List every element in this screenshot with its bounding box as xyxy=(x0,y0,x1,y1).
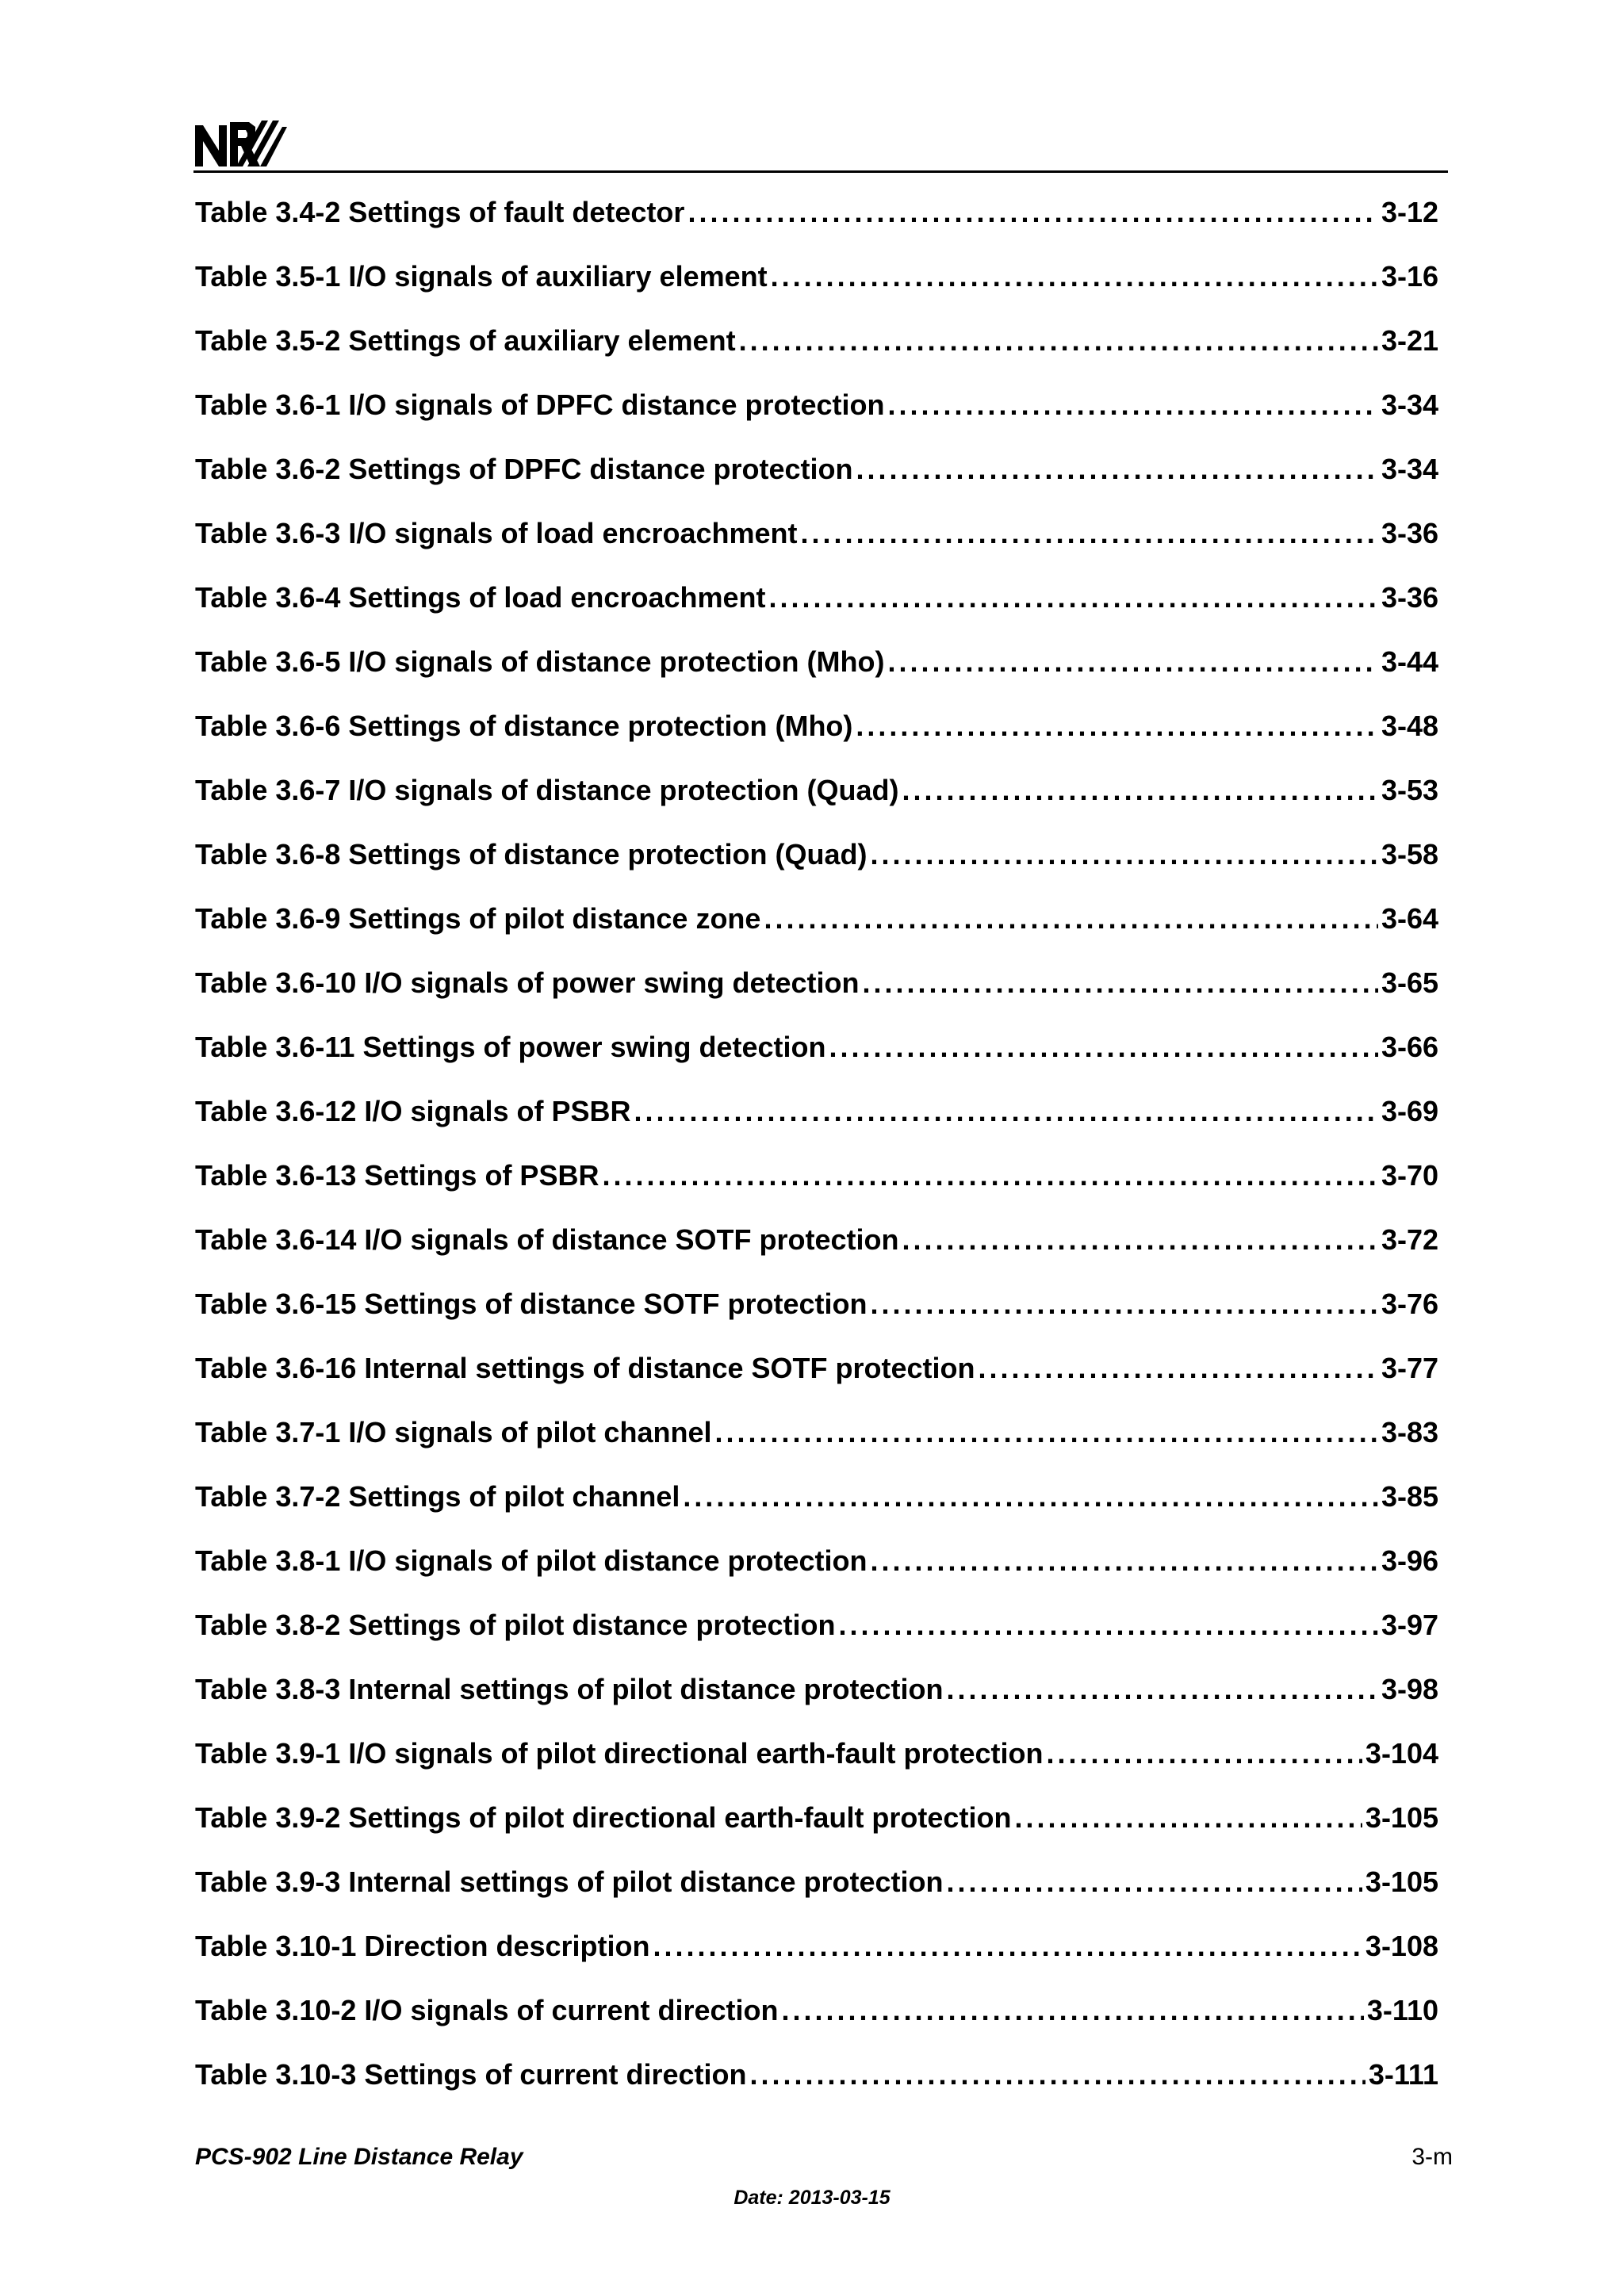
toc-dot-leader xyxy=(888,388,1378,423)
toc-entry-title: Table 3.7-2 Settings of pilot channel xyxy=(195,1480,680,1513)
toc-dot-leader xyxy=(764,901,1377,936)
toc-entry-page: 3-36 xyxy=(1381,581,1438,614)
toc-entry[interactable] xyxy=(195,837,1438,901)
table-of-contents xyxy=(195,195,1438,2122)
footer-date: Date: 2013-03-15 xyxy=(733,2187,891,2209)
toc-entry[interactable] xyxy=(195,580,1438,645)
toc-entry-title: Table 3.8-1 I/O signals of pilot distance protection xyxy=(195,1544,868,1577)
toc-entry-title: Table 3.9-1 I/O signals of pilot directional earth-fault protection xyxy=(195,1737,1044,1770)
toc-entry-title: Table 3.6-4 Settings of load encroachment xyxy=(195,581,766,614)
toc-entry-page: 3-104 xyxy=(1365,1737,1438,1770)
toc-dot-leader xyxy=(870,1287,1377,1322)
toc-entry-page: 3-83 xyxy=(1381,1416,1438,1448)
toc-dot-leader xyxy=(946,1672,1377,1707)
nr-logo-icon xyxy=(193,119,289,168)
toc-dot-leader xyxy=(863,966,1378,1001)
toc-entry-title: Table 3.8-2 Settings of pilot distance protection xyxy=(195,1609,836,1641)
toc-entry[interactable] xyxy=(195,709,1438,773)
toc-entry[interactable] xyxy=(195,645,1438,709)
toc-entry-page: 3-110 xyxy=(1366,1994,1438,2026)
toc-dot-leader xyxy=(1046,1736,1362,1771)
toc-entry-page: 3-64 xyxy=(1381,902,1438,935)
toc-dot-leader xyxy=(856,709,1378,744)
toc-entry[interactable] xyxy=(195,388,1438,452)
toc-entry-title: Table 3.6-5 I/O signals of distance protection (Mho) xyxy=(195,645,885,678)
toc-dot-leader xyxy=(653,1929,1362,1964)
toc-entry-page: 3-96 xyxy=(1381,1544,1438,1577)
toc-entry-title: Table 3.8-3 Internal settings of pilot distance protection xyxy=(195,1673,944,1705)
nr-logo-icon-graphic xyxy=(193,119,289,168)
toc-dot-leader xyxy=(749,2057,1365,2092)
toc-dot-leader xyxy=(714,1415,1377,1450)
toc-entry-title: Table 3.6-3 I/O signals of load encroachment xyxy=(195,517,798,549)
toc-dot-leader xyxy=(634,1094,1378,1129)
toc-entry-page: 3-76 xyxy=(1381,1288,1438,1320)
toc-entry[interactable] xyxy=(195,1736,1438,1800)
toc-entry-title: Table 3.6-15 Settings of distance SOTF protection xyxy=(195,1288,868,1320)
toc-entry[interactable] xyxy=(195,1479,1438,1544)
toc-entry[interactable] xyxy=(195,1993,1438,2057)
toc-entry-page: 3-77 xyxy=(1381,1352,1438,1384)
toc-entry-page: 3-72 xyxy=(1381,1223,1438,1256)
toc-entry-page: 3-34 xyxy=(1381,453,1438,485)
toc-entry-title: Table 3.6-8 Settings of distance protection (Quad) xyxy=(195,838,868,871)
toc-entry-title: Table 3.10-3 Settings of current direction xyxy=(195,2058,747,2091)
toc-entry-title: Table 3.6-14 I/O signals of distance SOTF protection xyxy=(195,1223,899,1256)
toc-entry[interactable] xyxy=(195,452,1438,516)
footer-page-number: 3-m xyxy=(1411,2144,1453,2170)
toc-entry-title: Table 3.6-7 I/O signals of distance protection (Quad) xyxy=(195,774,899,806)
toc-dot-leader xyxy=(602,1158,1377,1193)
toc-entry-title: Table 3.6-16 Internal settings of distance SOTF protection xyxy=(195,1352,975,1384)
toc-dot-leader xyxy=(870,837,1377,872)
toc-entry-title: Table 3.6-1 I/O signals of DPFC distance protection xyxy=(195,388,885,421)
toc-entry-page: 3-98 xyxy=(1381,1673,1438,1705)
toc-dot-leader xyxy=(838,1608,1378,1643)
toc-entry[interactable] xyxy=(195,1158,1438,1223)
toc-entry-page: 3-66 xyxy=(1381,1031,1438,1063)
toc-entry-page: 3-44 xyxy=(1381,645,1438,678)
toc-entry-page: 3-12 xyxy=(1381,196,1438,228)
toc-dot-leader xyxy=(902,773,1377,808)
toc-dot-leader xyxy=(887,645,1377,679)
toc-entry[interactable] xyxy=(195,966,1438,1030)
toc-entry-title: Table 3.6-6 Settings of distance protection (Mho) xyxy=(195,710,853,742)
toc-dot-leader xyxy=(979,1351,1378,1386)
toc-dot-leader xyxy=(829,1030,1377,1065)
toc-entry-page: 3-105 xyxy=(1365,1801,1438,1834)
toc-entry[interactable] xyxy=(195,1223,1438,1287)
toc-entry-title: Table 3.4-2 Settings of fault detector xyxy=(195,196,685,228)
toc-entry[interactable] xyxy=(195,1351,1438,1415)
toc-dot-leader xyxy=(683,1479,1378,1514)
toc-entry[interactable] xyxy=(195,1865,1438,1929)
toc-entry-title: Table 3.6-10 I/O signals of power swing detection xyxy=(195,966,860,999)
toc-entry-title: Table 3.10-1 Direction description xyxy=(195,1930,650,1962)
toc-entry[interactable] xyxy=(195,2057,1438,2122)
toc-entry[interactable] xyxy=(195,1929,1438,1993)
toc-entry-page: 3-65 xyxy=(1381,966,1438,999)
toc-dot-leader xyxy=(946,1865,1362,1900)
toc-entry[interactable] xyxy=(195,516,1438,580)
toc-entry-title: Table 3.6-11 Settings of power swing detection xyxy=(195,1031,826,1063)
toc-entry-title: Table 3.7-1 I/O signals of pilot channel xyxy=(195,1416,712,1448)
toc-entry-page: 3-97 xyxy=(1381,1609,1438,1641)
toc-entry-page: 3-21 xyxy=(1381,324,1438,357)
toc-dot-leader xyxy=(801,516,1378,551)
toc-entry-page: 3-108 xyxy=(1365,1930,1438,1962)
toc-entry-page: 3-36 xyxy=(1381,517,1438,549)
toc-entry-page: 3-105 xyxy=(1365,1866,1438,1898)
toc-entry-title: Table 3.6-12 I/O signals of PSBR xyxy=(195,1095,631,1127)
toc-entry[interactable] xyxy=(195,773,1438,837)
toc-entry[interactable] xyxy=(195,1415,1438,1479)
toc-entry-page: 3-85 xyxy=(1381,1480,1438,1513)
toc-entry[interactable] xyxy=(195,1544,1438,1608)
toc-entry[interactable] xyxy=(195,1287,1438,1351)
toc-entry[interactable] xyxy=(195,323,1438,388)
toc-dot-leader xyxy=(769,580,1378,615)
toc-dot-leader xyxy=(902,1223,1378,1257)
toc-entry-page: 3-70 xyxy=(1381,1159,1438,1192)
toc-entry-title: Table 3.6-9 Settings of pilot distance zone xyxy=(195,902,761,935)
toc-entry-page: 3-48 xyxy=(1381,710,1438,742)
toc-dot-leader xyxy=(856,452,1377,487)
toc-entry-title: Table 3.6-2 Settings of DPFC distance protection xyxy=(195,453,853,485)
toc-entry-page: 3-53 xyxy=(1381,774,1438,806)
toc-entry-page: 3-69 xyxy=(1381,1095,1438,1127)
toc-dot-leader xyxy=(1014,1800,1362,1835)
toc-entry-title: Table 3.10-2 I/O signals of current direction xyxy=(195,1994,779,2026)
toc-entry[interactable] xyxy=(195,1800,1438,1865)
footer-product-name: PCS-902 Line Distance Relay xyxy=(195,2144,523,2170)
toc-entry[interactable] xyxy=(195,1094,1438,1158)
toc-entry-page: 3-16 xyxy=(1381,260,1438,293)
toc-entry-title: Table 3.9-3 Internal settings of pilot distance protection xyxy=(195,1866,944,1898)
toc-entry-title: Table 3.5-1 I/O signals of auxiliary element xyxy=(195,260,768,293)
toc-entry[interactable] xyxy=(195,1672,1438,1736)
toc-dot-leader xyxy=(771,259,1378,294)
toc-entry-page: 3-34 xyxy=(1381,388,1438,421)
toc-entry[interactable] xyxy=(195,901,1438,966)
toc-entry-page: 3-58 xyxy=(1381,838,1438,871)
header-rule xyxy=(193,170,1448,173)
toc-entry-page: 3-111 xyxy=(1368,2058,1438,2091)
toc-entry[interactable] xyxy=(195,1608,1438,1672)
toc-entry[interactable] xyxy=(195,1030,1438,1094)
toc-entry-title: Table 3.9-2 Settings of pilot directional earth-fault protection xyxy=(195,1801,1012,1834)
toc-entry-title: Table 3.6-13 Settings of PSBR xyxy=(195,1159,599,1192)
toc-entry-title: Table 3.5-2 Settings of auxiliary element xyxy=(195,324,736,357)
toc-entry[interactable] xyxy=(195,259,1438,323)
toc-dot-leader xyxy=(870,1544,1377,1578)
toc-dot-leader xyxy=(688,195,1378,230)
toc-dot-leader xyxy=(739,323,1378,358)
toc-dot-leader xyxy=(782,1993,1364,2028)
toc-entry[interactable] xyxy=(195,195,1438,259)
